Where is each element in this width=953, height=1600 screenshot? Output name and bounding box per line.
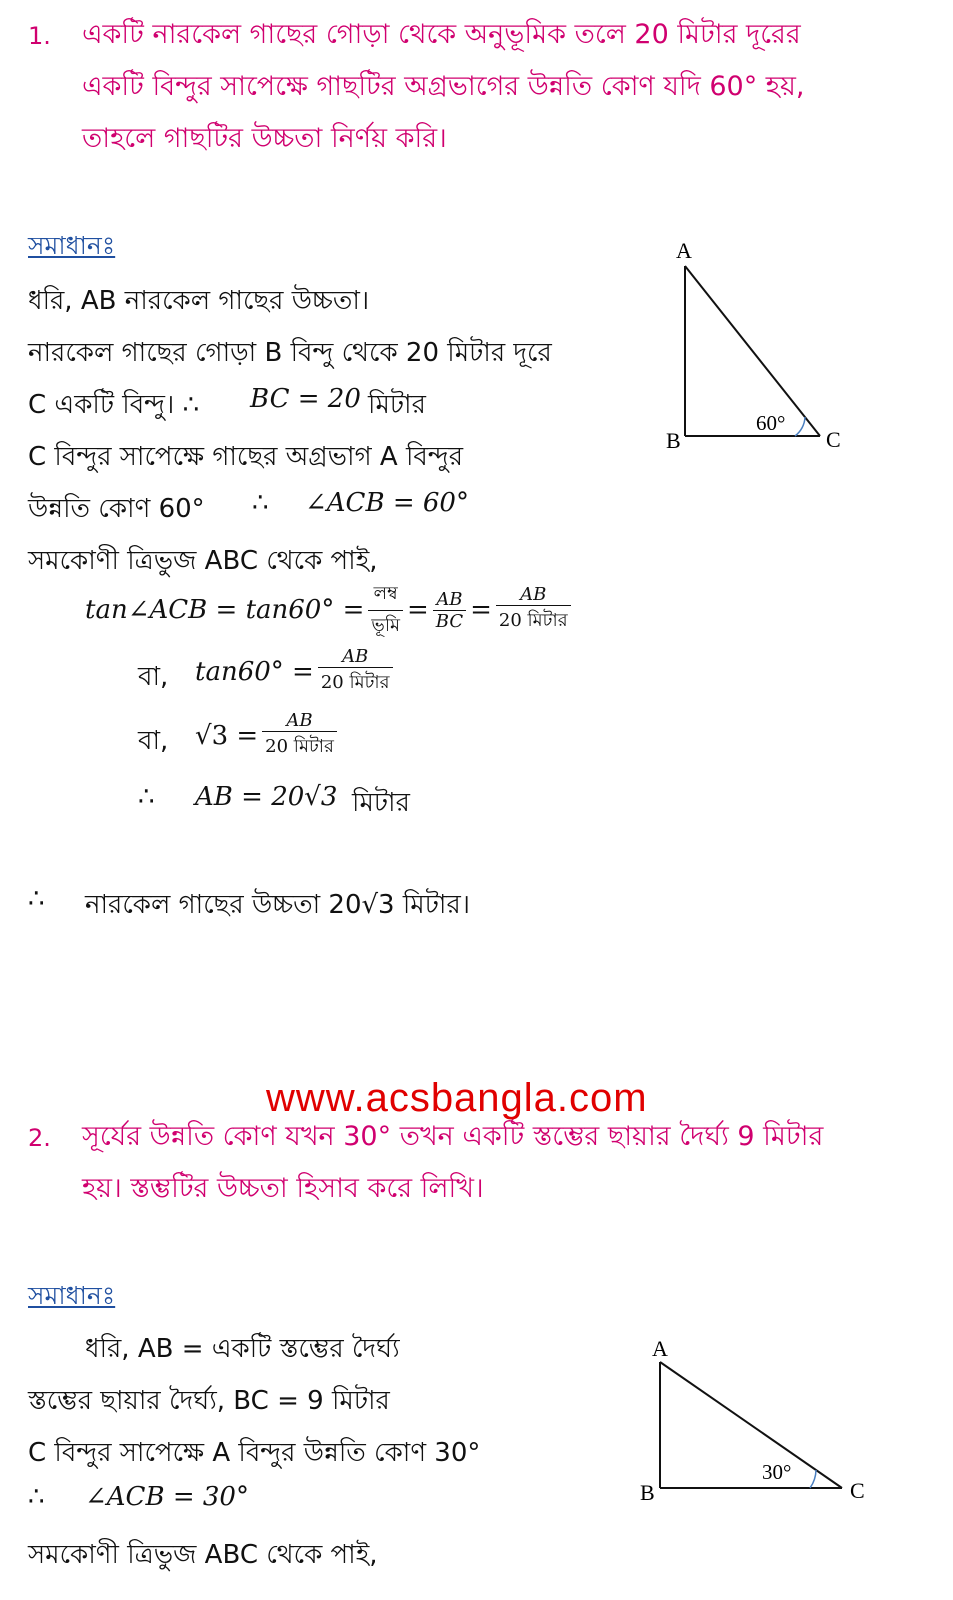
fraction-denominator: 20 মিটার (262, 731, 337, 763)
question-line: হয়। স্তম্ভটির উচ্চতা হিসাব করে লিখি। (82, 1173, 484, 1204)
sqrt3-lhs: √3 = (195, 721, 259, 751)
solution-line: সমকোণী ত্রিভুজ ABC থেকে পাই, (28, 1540, 378, 1570)
question-line: তাহলে গাছটির উচ্চতা নির্ণয় করি। (82, 123, 447, 154)
conclusion: নারকেল গাছের উচ্চতা 20√3 মিটার। (85, 890, 471, 920)
solution-line: উন্নতি কোণ 60° (28, 494, 205, 524)
solution-line: C বিন্দুর সাপেক্ষে A বিন্দুর উন্নতি কোণ 30° (28, 1438, 481, 1468)
tan60-lhs: tan60° = (195, 657, 314, 687)
fraction-denominator: ভূমি (368, 610, 403, 642)
fraction-denominator-text: BC (435, 610, 464, 632)
solution-line: ধরি, AB = একটি স্তম্ভের দৈর্ঘ্য (85, 1334, 400, 1364)
vertex-label-a: A (676, 238, 692, 263)
solution-line: নারকেল গাছের গোড়া B বিন্দু থেকে 20 মিটার দূরে (28, 338, 552, 368)
side-ac (660, 1362, 842, 1488)
vertex-label-b: B (666, 428, 681, 453)
sqrt3-equation (195, 704, 341, 768)
therefore-symbol: ∴ (28, 884, 45, 914)
vertex-label-c: C (826, 427, 841, 452)
angle-label: 30° (762, 1460, 792, 1484)
solution-line: C একটি বিন্দু। ∴ (28, 390, 200, 420)
solution-line: স্তম্ভের ছায়ার দৈর্ঘ্য, BC = 9 মিটার (28, 1386, 390, 1416)
therefore-symbol: ∴ (252, 488, 269, 518)
solution-heading: সমাধানঃ (28, 231, 116, 260)
triangle-figure-1 (660, 236, 850, 466)
fraction-ab-20m (262, 710, 337, 763)
fraction-denominator (433, 610, 466, 632)
fraction-denominator: 20 মিটার (318, 667, 393, 699)
vertex-label-b: B (640, 1480, 655, 1505)
question-line: একটি নারকেল গাছের গোড়া থেকে অনুভূমিক তলে 20 মিটার দূরের (82, 19, 801, 50)
tan-lhs: tan∠ACB = tan60° = (85, 595, 365, 625)
equation-bc: BC = 20 (250, 384, 361, 414)
fraction-ab-20m (318, 646, 393, 699)
fraction-numerator: লম্ব (373, 582, 398, 604)
question-line: সূর্যের উন্নতি কোণ যখন 30° তখন একটি স্তম্ভের ছায়ার দৈর্ঘ্য 9 মিটার (82, 1121, 824, 1152)
solution-line: ধরি, AB নারকেল গাছের উচ্চতা। (28, 286, 370, 316)
tan60-equation (195, 640, 397, 704)
unit-meter: মিটার (352, 788, 410, 818)
fraction-ab-bc (433, 589, 466, 632)
equals-sign: = (406, 595, 429, 625)
question-number: 2. (28, 1124, 51, 1152)
question-number: 1. (28, 22, 51, 50)
fraction-numerator: AB (436, 588, 463, 610)
ba-label: বা, (138, 662, 169, 692)
therefore-symbol: ∴ (138, 782, 155, 812)
solution-line: সমকোণী ত্রিভুজ ABC থেকে পাই, (28, 546, 378, 576)
angle-equation: ∠ACB = 60° (305, 488, 469, 518)
side-ac (685, 266, 820, 436)
therefore-symbol: ∴ (28, 1482, 45, 1512)
question-line: একটি বিন্দুর সাপেক্ষে গাছটির অগ্রভাগের উন্নতি কোণ যদি 60° হয়, (82, 71, 805, 102)
tan-equation (85, 578, 575, 642)
ba-label: বা, (138, 726, 169, 756)
angle-arc (810, 1470, 816, 1488)
vertex-label-a: A (652, 1336, 668, 1361)
equals-sign: = (470, 595, 492, 625)
solution-heading: সমাধানঃ (28, 1281, 116, 1310)
angle-equation: ∠ACB = 30° (85, 1482, 249, 1512)
unit-meter: মিটার (368, 390, 426, 420)
result-equation: AB = 20√3 (195, 782, 338, 812)
triangle-figure-2 (630, 1334, 870, 1514)
angle-arc (795, 417, 805, 436)
fraction-denominator: 20 মিটার (496, 605, 571, 637)
vertex-label-c: C (850, 1478, 865, 1503)
fraction-numerator: AB (342, 645, 369, 667)
fraction-numerator: AB (286, 709, 313, 731)
fraction-numerator: AB (520, 583, 547, 605)
angle-label: 60° (756, 411, 786, 435)
fraction-lamba-bhumi (368, 579, 403, 642)
fraction-ab-20m (496, 584, 571, 637)
solution-line: C বিন্দুর সাপেক্ষে গাছের অগ্রভাগ A বিন্দুর (28, 442, 464, 472)
watermark-text: www.acsbangla.com (266, 1076, 648, 1120)
